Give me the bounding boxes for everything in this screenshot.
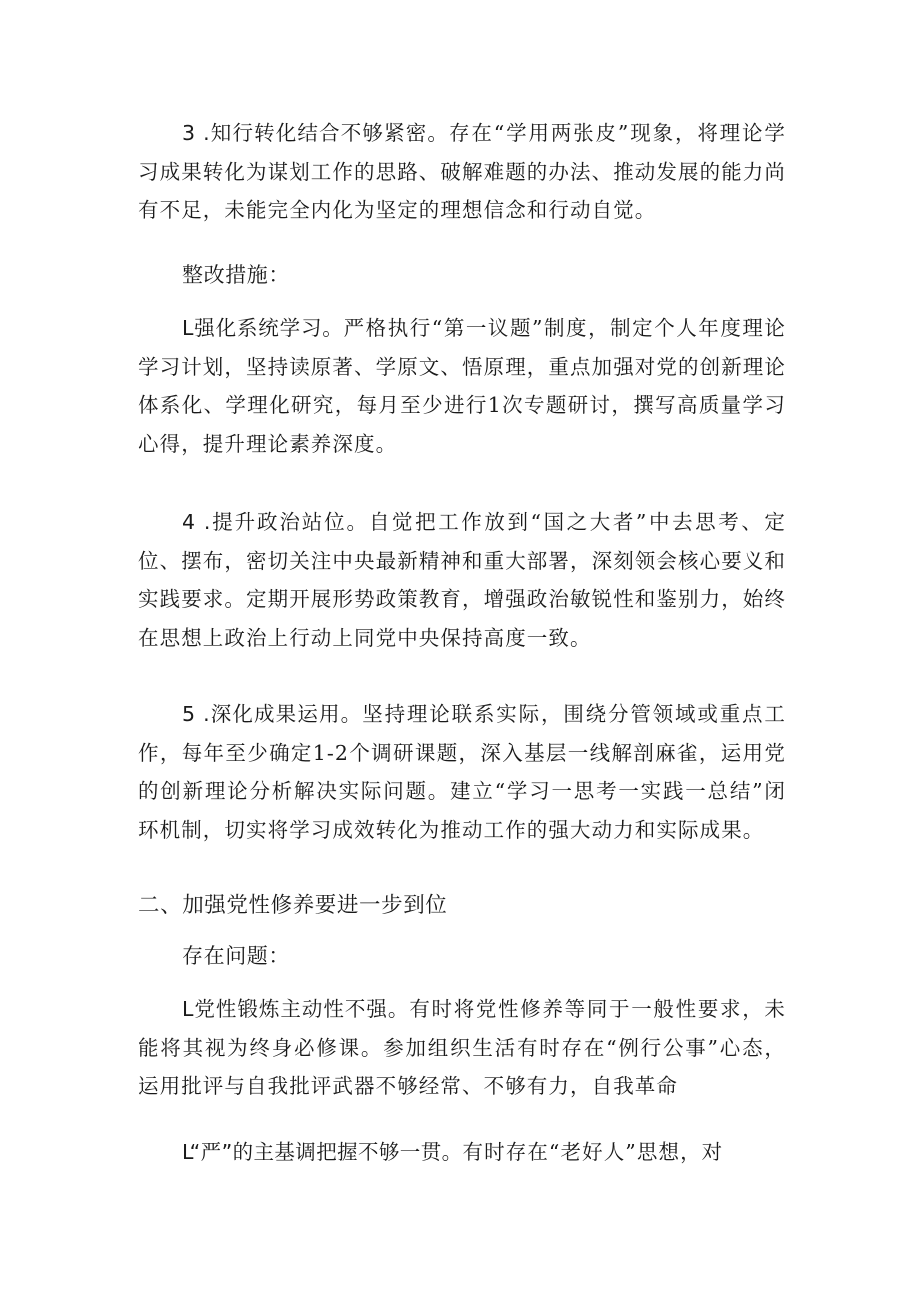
paragraph-body: 坚持理论联系实际，围绕分管领域或重点工作，每年至少确定1-2个调研课题，深入基层一线解剖麻雀，运用党的创新理论分析解决实际问题。建立“学习一思考一实践一总结”闭环机制，切实将学习成效转化为推动工作的强大动力和实际成果。	[138, 702, 786, 842]
paragraph-lead: L党性锻炼主动性不强。	[182, 997, 410, 1021]
paragraph-body: 严格执行“第一议题”制度，制定个人年度理论学习计划，坚持读原著、学原文、悟原理，重点加强对党的创新理论体系化、学理化研究，每月至少进行1次专题研讨，撰写高质量学习心得，提升理论素养深度。	[138, 316, 786, 456]
paragraph-body: 有时存在“老好人”思想，对	[462, 1140, 724, 1164]
paragraph-apply-results	[138, 695, 786, 849]
paragraph-party-training	[138, 990, 786, 1106]
paragraph-lead: 5 .深化成果运用。	[182, 702, 363, 726]
paragraph-systematic-study	[138, 309, 786, 463]
paragraph-lead: L“严”的主基调把握不够一贯。	[182, 1140, 463, 1164]
paragraph-body: 存在“学用两张皮”现象，将理论学习成果转化为谋划工作的思路、破解难题的办法、推动发展的能力尚有不足，未能完全内化为坚定的理想信念和行动自觉。	[138, 121, 786, 222]
paragraph-strict-tone	[138, 1133, 786, 1172]
paragraph-political-standing	[138, 503, 786, 657]
paragraph-body: 自觉把工作放到“国之大者”中去思考、定位、摆布，密切关注中央最新精神和重大部署，深刻领会核心要义和实践要求。定期开展形势政策教育，增强政治敏锐性和鉴别力，始终在思想上政治上行动上同党中央保持高度一致。	[138, 510, 787, 650]
heading-existing-problems: 存在问题：	[182, 944, 290, 968]
section-heading-party-spirit: 二、加强党性修养要进一步到位	[138, 893, 448, 918]
paragraph-body: 有时将党性修养等同于一般性要求，未能将其视为终身必修课。参加组织生活有时存在“例行公事”心态，运用批评与自我批评武器不够经常、不够有力，自我革命	[138, 997, 786, 1098]
paragraph-knowledge-action	[138, 114, 786, 230]
heading-rectification-measures: 整改措施：	[182, 263, 290, 287]
paragraph-lead: 4 .提升政治站位。	[182, 510, 369, 534]
paragraph-lead: L强化系统学习。	[182, 316, 344, 340]
paragraph-lead: 3 .知行转化结合不够紧密。	[182, 121, 450, 145]
